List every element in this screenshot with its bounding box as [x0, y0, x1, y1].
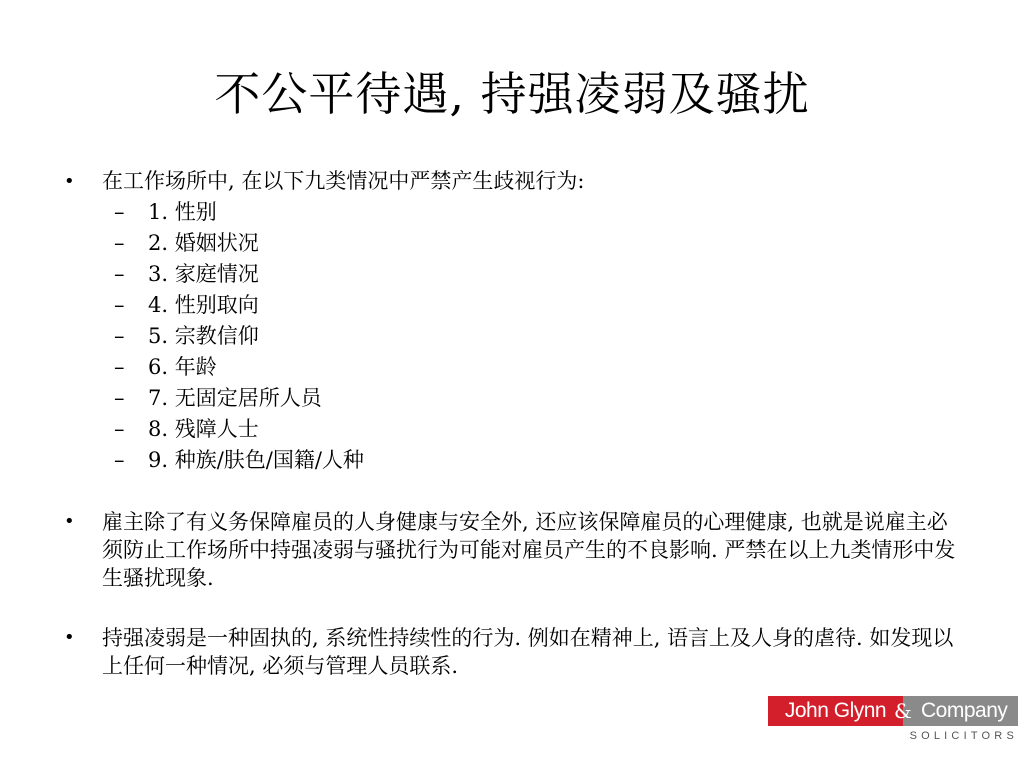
bullet-text: 雇主除了有义务保障雇员的人身健康与安全外, 还应该保障雇员的心理健康, 也就是说雇主必须防止工作场所中持强凌弱与骚扰行为可能对雇员产生的不良影响. 严禁在以上九类情形中发生骚扰现象. [102, 510, 956, 590]
dash-icon: – [114, 417, 125, 441]
bullet-item-discrimination [64, 166, 964, 476]
list-item [64, 228, 964, 259]
dash-icon: – [114, 200, 125, 224]
dash-icon: – [114, 448, 125, 472]
list-item [64, 445, 964, 476]
list-item [64, 290, 964, 321]
list-item [64, 259, 964, 290]
bullet-icon: • [64, 171, 75, 192]
dash-icon: – [114, 262, 125, 286]
dash-icon: – [114, 324, 125, 348]
list-item-text: 8. 残障人士 [148, 417, 259, 441]
list-item [64, 321, 964, 352]
bullet-item-employer-duty [64, 508, 964, 592]
list-item-text: 5. 宗教信仰 [148, 324, 259, 348]
bullet-icon: • [64, 627, 75, 648]
sub-list [102, 197, 964, 476]
spacer [64, 476, 964, 508]
bullet-item-bullying-definition [64, 624, 964, 680]
list-item-text: 1. 性别 [148, 200, 217, 224]
list-item [64, 197, 964, 228]
list-item-text: 6. 年龄 [148, 355, 217, 379]
bullet-text: 在工作场所中, 在以下九类情况中严禁产生歧视行为: [102, 169, 585, 193]
logo-ampersand: & [894, 699, 912, 723]
slide-title: 不公平待遇, 持强凌弱及骚扰 [214, 67, 810, 121]
dash-icon: – [114, 231, 125, 255]
list-item [64, 414, 964, 445]
dash-icon: – [114, 386, 125, 410]
bullet-text: 持强凌弱是一种固执的, 系统性持续性的行为. 例如在精神上, 语言上及人身的虐待. 如发现以上任何一种情况, 必须与管理人员联系. [102, 626, 954, 678]
logo-top-bar [768, 696, 1018, 726]
list-item-text: 2. 婚姻状况 [148, 231, 259, 255]
list-item [64, 383, 964, 414]
logo-company-text: Company [921, 699, 1008, 722]
list-item-text: 4. 性别取向 [148, 293, 259, 317]
bullet-icon: • [64, 511, 75, 532]
logo-subtitle: SOLICITORS [909, 730, 1018, 742]
dash-icon: – [114, 293, 125, 317]
company-logo [768, 696, 1018, 746]
list-item [64, 352, 964, 383]
list-item-text: 7. 无固定居所人员 [148, 386, 322, 410]
spacer [64, 592, 964, 624]
list-item-text: 3. 家庭情况 [148, 262, 259, 286]
slide-content [64, 166, 964, 680]
logo-grey-block [894, 696, 1018, 726]
logo-red-block: John Glynn [768, 696, 903, 726]
list-item-text: 9. 种族/肤色/国籍/人种 [148, 448, 364, 472]
dash-icon: – [114, 355, 125, 379]
